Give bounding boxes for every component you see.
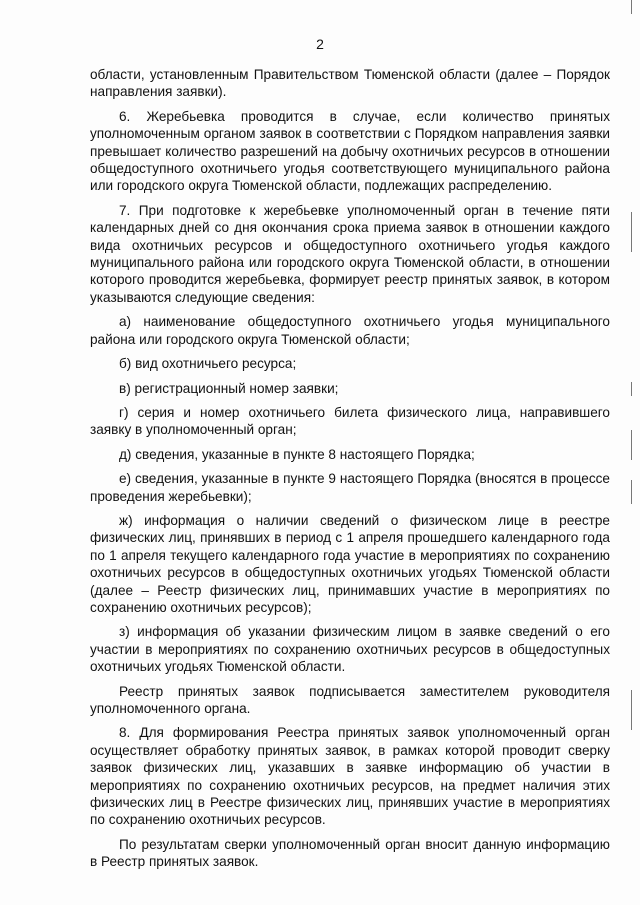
- page-number: 2: [316, 36, 324, 52]
- paragraph-item-6: 6. Жеребьевка проводится в случае, если количество принятых уполномоченным органом заявок в соответствии с Порядком направления заявки превышает количество разрешений на добычу охотничьих ресурсов в отношении общедоступного охотничьего угодья соответствующего муниципального района или городского округа Тюменской области, подлежащих распределению.: [90, 108, 610, 194]
- scan-artifact-line: [631, 480, 632, 504]
- paragraph-item-7: 7. При подготовке к жеребьевке уполномоченный орган в течение пяти календарных дней со дня окончания срока приема заявок в отношении каждого вида охотничьих ресурсов и общедоступного охотничьего угодья каждого муниципального района или городского округа Тюменской области, в отношении которого проводится жеребьевка, формирует реестр принятых заявок, в котором указываются следующие сведения:: [90, 202, 610, 305]
- scan-artifact-line: [631, 212, 632, 252]
- paragraph-item-8: 8. Для формирования Реестра принятых заявок уполномоченный орган осуществляет обработку принятых заявок, в рамках которой проводит сверку заявок физических лиц, указавших в заявке информацию об участии в мероприятиях по сохранению охотничьих ресурсов, на предмет наличия этих физических лиц в Реестре физических лиц, принявших участие в мероприятиях по сохранению охотничьих ресурсов.: [90, 725, 610, 828]
- scan-artifact-line: [631, 0, 632, 14]
- list-item-zh: ж) информация о наличии сведений о физическом лице в реестре физических лиц, принявших в период с 1 апреля прошедшего календарного года по 1 апреля текущего календарного года участие в мероприятиях по сохранению охотничьих ресурсов в общедоступных охотничьих угодьях Тюменской области (далее – Реестр физических лиц, принимавших участие в мероприятиях по сохранению охотничьих ресурсов);: [90, 512, 610, 615]
- scan-artifact-line: [631, 430, 632, 460]
- paragraph-continuation: области, установленным Правительством Тюменской области (далее – Порядок направления заявки).: [90, 67, 610, 100]
- document-body: [90, 66, 610, 878]
- list-item-z: з) информация об указании физическим лицом в заявке сведений о его участии в мероприятиях по сохранению охотничьих ресурсов в общедоступных охотничьих угодьях Тюменской области.: [90, 624, 610, 675]
- list-item-v: в) регистрационный номер заявки;: [119, 380, 339, 396]
- scan-artifact-line: [631, 382, 632, 396]
- list-item-a: а) наименование общедоступного охотничьего угодья муниципального района или городского округа Тюменской области;: [90, 314, 610, 347]
- scan-artifact-line: [631, 690, 632, 730]
- list-item-g: г) серия и номер охотничьего билета физического лица, направившего заявку в уполномоченный орган;: [90, 404, 610, 438]
- list-item-b: б) вид охотничьего ресурса;: [119, 356, 297, 372]
- list-item-e: е) сведения, указанные в пункте 9 настоящего Порядка (вносятся в процессе проведения жеребьевки);: [90, 471, 610, 504]
- paragraph-reconciliation-result: По результатам сверки уполномоченный орган вносит данную информацию в Реестр принятых заявок.: [90, 836, 610, 870]
- paragraph-registry-signing: Реестр принятых заявок подписывается заместителем руководителя уполномоченного органа.: [90, 683, 610, 716]
- list-item-d: д) сведения, указанные в пункте 8 настоящего Порядка;: [119, 446, 475, 462]
